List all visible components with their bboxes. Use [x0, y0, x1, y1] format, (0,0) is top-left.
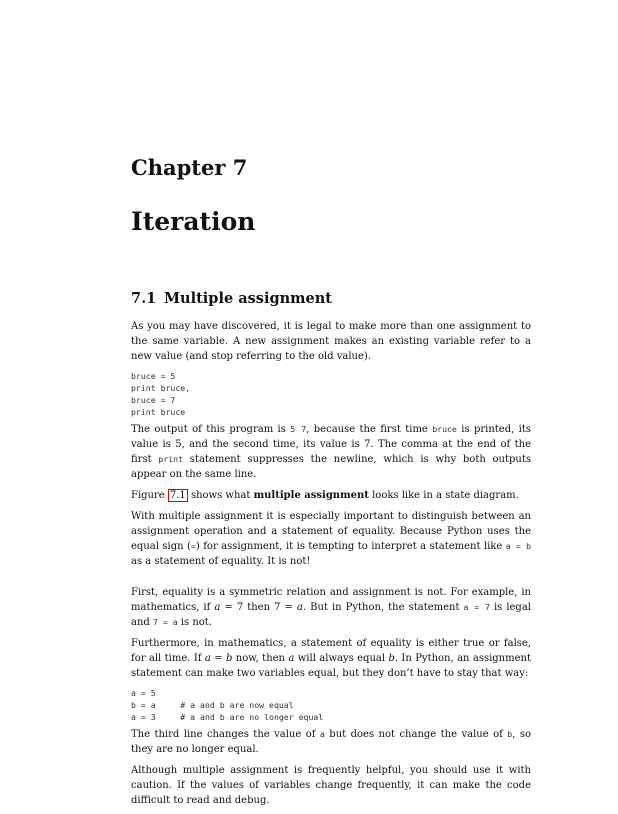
- text: looks like in a state diagram.: [368, 490, 519, 501]
- math-var: b: [225, 653, 233, 664]
- math-var: a: [288, 653, 295, 664]
- text: now, then: [232, 653, 289, 664]
- text: . In Python, an assignment statement can make two variables equal, but they don’t have to stay that way:: [131, 653, 531, 679]
- text: ) for assignment, it is tempting to interpret a statement like: [195, 541, 506, 552]
- code-block-ab: a = 5 b = a # a and b are now equal a = 3 # a and b are no longer equal: [131, 688, 324, 722]
- paragraph-intro: As you may have discovered, it is legal to make more than one assignment to the same variable. A new assignment makes an existing variable refer to a new value (and stop referring to the old value).: [131, 321, 531, 362]
- text: First, equality is a symmetric relation and assignment is not. For example, in mathematics, if: [131, 587, 531, 613]
- chapter-title: Iteration: [131, 207, 256, 236]
- text: is legal and: [131, 602, 531, 628]
- inline-code: a = b: [505, 541, 532, 551]
- paragraph-furthermore: [131, 636, 531, 681]
- inline-code: =: [190, 541, 196, 551]
- section-title: Multiple assignment: [164, 290, 332, 307]
- math-var: a: [296, 602, 303, 613]
- text: is printed, its value is 5, and the second time, its value is 7. The comma at the end of the first: [131, 424, 531, 465]
- section-number: 7.1: [131, 290, 157, 307]
- figure-link[interactable]: 7.1: [169, 490, 186, 501]
- body-text: [131, 319, 531, 814]
- text: Figure: [131, 490, 168, 501]
- inline-code: b: [507, 729, 513, 739]
- text: will always equal: [294, 653, 389, 664]
- paragraph-symmetric: [131, 585, 531, 630]
- section-heading: [131, 291, 332, 306]
- paragraph-output: [131, 422, 531, 482]
- chapter-heading: Chapter 7: [131, 155, 248, 180]
- text: With multiple assignment it is especially important to distinguish between an assignment operation and a statement of equality. Because Python uses the equal sign (: [131, 511, 531, 552]
- text: . But in Python, the statement: [302, 602, 464, 613]
- bold-term: multiple assignment: [253, 490, 369, 501]
- code-block-bruce: bruce = 5 print bruce, bruce = 7 print bruce: [131, 371, 191, 417]
- text: shows what: [187, 490, 254, 501]
- text: , because the first time: [306, 424, 433, 435]
- inline-code: 5 7: [290, 424, 307, 434]
- text: statement suppresses the newline, which is why both outputs appear on the same line.: [131, 454, 532, 480]
- text: The third line changes the value of: [131, 729, 320, 740]
- inline-code: a = 7: [463, 602, 490, 612]
- inline-code: a: [319, 729, 325, 739]
- math-var: b: [388, 653, 395, 664]
- text: = 7 then 7 =: [220, 602, 297, 613]
- text: but does not change the value of: [324, 729, 508, 740]
- text: as a statement of equality. It is not!: [131, 556, 311, 567]
- math-var: a: [214, 602, 221, 613]
- inline-code: print: [158, 454, 184, 464]
- text: =: [210, 653, 226, 664]
- inline-code: 7 = a: [152, 617, 178, 627]
- text: , so they are no longer equal.: [131, 729, 531, 755]
- spacer: [131, 575, 531, 585]
- text: The output of this program is: [131, 424, 291, 435]
- text: Furthermore, in mathematics, a statement of equality is either true or false, for all time. If: [131, 638, 531, 664]
- text: is not.: [177, 617, 212, 628]
- paragraph-equality: [131, 509, 531, 569]
- math-var: a: [204, 653, 211, 664]
- paragraph-figure: [131, 488, 531, 503]
- paragraph-caution: Although multiple assignment is frequently helpful, you should use it with caution. If the values of variables change frequently, it can make the code difficult to read and debug.: [131, 765, 531, 806]
- paragraph-third-line: [131, 727, 531, 757]
- inline-code: bruce: [432, 424, 457, 434]
